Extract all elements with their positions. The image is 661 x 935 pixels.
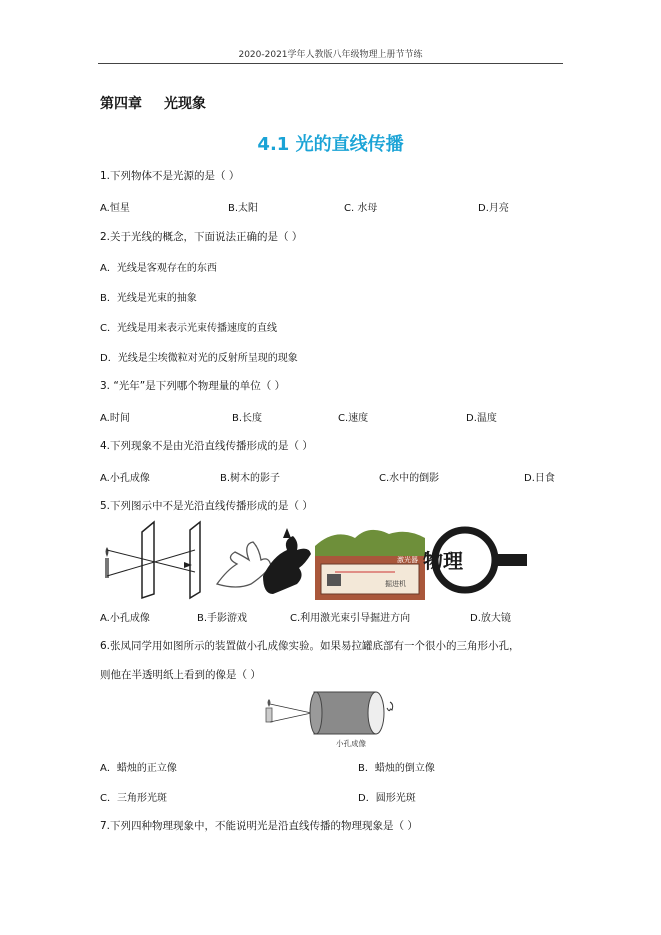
- section-title: 4.1 光的直线传播: [257, 134, 404, 155]
- magnifier-text: 物理: [423, 549, 463, 573]
- question-1: 1.下列物体不是光源的是（ ）: [100, 170, 240, 182]
- question-4: 4.下列现象不是由光沿直线传播形成的是（ ）: [100, 440, 313, 452]
- question-2: 2.关于光线的概念，下面说法正确的是（ ）: [100, 231, 303, 243]
- q5-option-b: B.手影游戏: [197, 613, 248, 624]
- q4-option-b: B.树木的影子: [220, 473, 281, 484]
- question-5: 5.下列图示中不是光沿直线传播形成的是（ ）: [100, 500, 313, 512]
- can-pinhole-figure: [262, 688, 410, 750]
- magnifier-figure: [423, 522, 527, 600]
- laser-label: 激光器: [397, 556, 418, 564]
- q1-option-c: C. 水母: [344, 203, 378, 214]
- q1-option-a: A.恒星: [100, 203, 130, 214]
- chapter-heading: [100, 93, 206, 113]
- q4-option-a: A.小孔成像: [100, 473, 150, 484]
- figure6-caption: 小孔成像: [336, 739, 366, 748]
- q5-option-d: D.放大镜: [470, 613, 511, 624]
- q2-option-c: C．光线是用来表示光束传播速度的直线: [100, 323, 277, 334]
- header-divider: [98, 63, 563, 64]
- q1-option-d: D.月亮: [478, 203, 509, 214]
- q2-option-a: A．光线是客观存在的东西: [100, 263, 217, 274]
- page-header: 2020-2021学年人教版八年级物理上册节节练: [238, 50, 423, 60]
- chapter-number: 第四章: [100, 96, 142, 112]
- q6-option-c: C．三角形光斑: [100, 793, 167, 804]
- q1-option-b: B.太阳: [228, 203, 259, 214]
- q2-option-d: D．光线是尘埃微粒对光的反射所呈现的现象: [100, 353, 298, 364]
- q4-option-c: C.水中的倒影: [379, 473, 440, 484]
- question-6: 6.张凤同学用如图所示的装置做小孔成像实验。如果易拉罐底部有一个很小的三角形小孔，: [100, 640, 520, 652]
- machine-label: 掘进机: [385, 580, 406, 588]
- q5-option-a: A.小孔成像: [100, 613, 150, 624]
- laser-tunnel-figure: [315, 522, 425, 600]
- q3-option-b: B.长度: [232, 413, 263, 424]
- pinhole-figure: [100, 520, 212, 600]
- q5-option-c: C.利用激光束引导掘进方向: [290, 613, 411, 624]
- question-3: 3. “光年”是下列哪个物理量的单位（ ）: [100, 380, 286, 392]
- q6-option-a: A．蜡烛的正立像: [100, 763, 177, 774]
- q6-option-b: B．蜡烛的倒立像: [358, 763, 435, 774]
- question-6-line2: 则他在半透明纸上看到的像是（ ）: [100, 669, 261, 681]
- q3-option-c: C.速度: [338, 413, 369, 424]
- q3-option-a: A.时间: [100, 413, 130, 424]
- question-7: 7.下列四种物理现象中，不能说明光是沿直线传播的物理现象是（ ）: [100, 820, 418, 832]
- q4-option-d: D.日食: [524, 473, 555, 484]
- chapter-name: 光现象: [164, 96, 206, 112]
- q6-option-d: D．圆形光斑: [358, 793, 416, 804]
- hand-shadow-figure: [213, 524, 313, 600]
- q2-option-b: B．光线是光束的抽象: [100, 293, 197, 304]
- q3-option-d: D.温度: [466, 413, 497, 424]
